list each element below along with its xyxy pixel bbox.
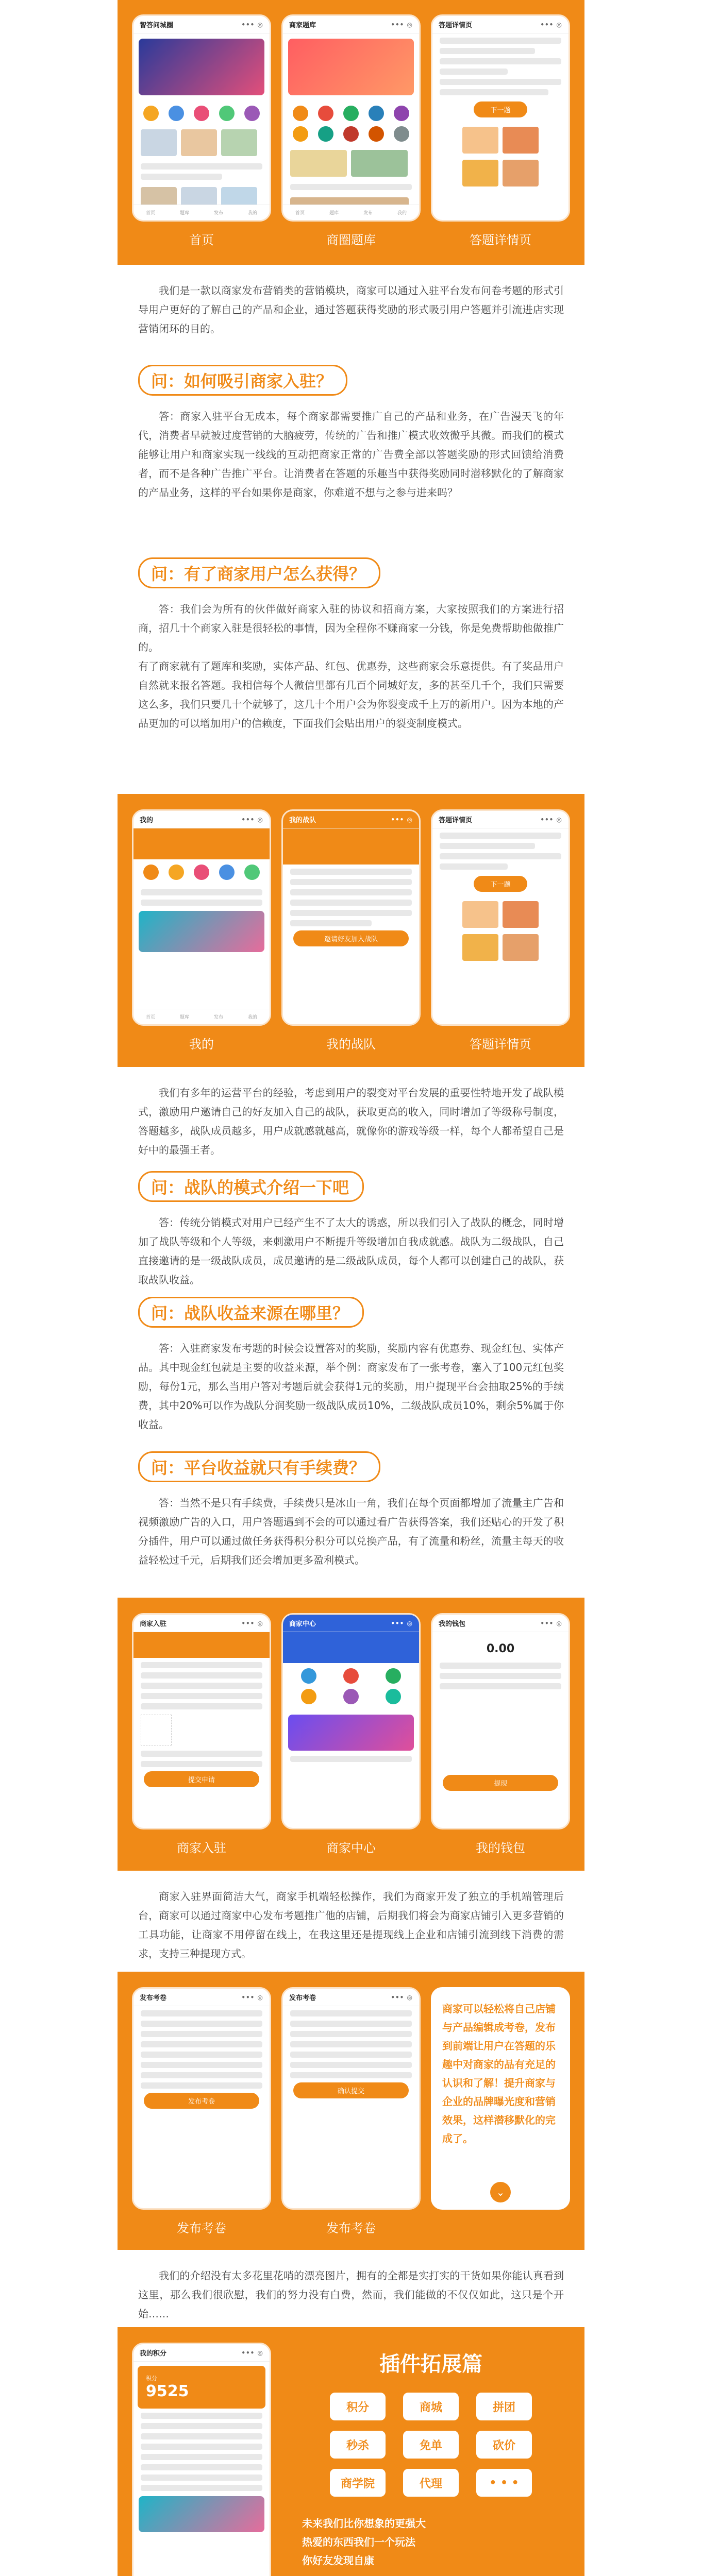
phone-wallet: 我的钱包 ••• ◎ 0.00 提现 bbox=[431, 1613, 570, 1829]
q4-title: 问：战队收益来源在哪里？ bbox=[138, 1297, 364, 1328]
phone-title: 商家中心 bbox=[289, 1620, 316, 1628]
phone-home bbox=[132, 14, 271, 222]
more-icon: ••• ◎ bbox=[241, 21, 263, 28]
q5-body: 答：当然不是只有手续费，手续费只是冰山一角，我们在每个页面都增加了流量主广告和视频激励广告的入口，用户答题遇到不会的可以通过看广告获得答案，我们还贴心的开发了积分插件，用户可以通过做任务获得积分积分可以兑换产品，有了流量和粉丝，流量主每天的收益轻松过千元，后期我们还会增加更多盈利模式。 bbox=[138, 1497, 564, 1566]
plugin-title: 插件拓展篇 bbox=[379, 2352, 482, 2376]
category-icons bbox=[133, 100, 270, 126]
points-value: 9525 bbox=[146, 2382, 189, 2400]
q3-body: 答：传统分销模式对用户已经产生不了太大的诱惑，所以我们引入了战队的概念，同时增加了战队等级和个人等级，来刺激用户不断提升等级增加自我成就感。战队为二级战队，自己直接邀请的是一级战队成员，成员邀请的是二级战队成员，每个人都可以创建自己的战队，获取战队收益。 bbox=[138, 1216, 564, 1286]
plugin-more[interactable]: • • • bbox=[476, 2469, 532, 2497]
phone-publish-2: 发布考卷 ••• ◎ 确认提交 bbox=[281, 1987, 421, 2210]
submit-button[interactable]: 确认提交 bbox=[293, 2082, 409, 2098]
closing-paragraph: 我们的介绍没有太多花里花哨的漂亮图片，拥有的全都是实打实的干货如果你能认真看到这里，那么我们很欣慰，我们的努力没有白费，然而，我们能做的不仅仅如此，这只是个开始…… bbox=[138, 2269, 564, 2320]
phone-points: 我的积分 ••• ◎ 积分 9525 bbox=[132, 2343, 271, 2576]
phone-title: 我的 bbox=[140, 817, 154, 824]
caption-my-team: 我的战队 bbox=[326, 1037, 376, 1052]
content-column bbox=[118, 0, 584, 2576]
tabbar[interactable]: 首页 题库 发布 我的 bbox=[283, 205, 419, 220]
intro-paragraph: 我们是一款以商家发布营销类的营销模块，商家可以通过入驻平台发布问卷考题的形式引导用户更好的了解自己的产品和企业，通过答题获得奖励的形式吸引用户答题并引流进店实现营销闭环的目的。 bbox=[138, 284, 564, 335]
publish-button[interactable]: 发布考卷 bbox=[144, 2093, 259, 2109]
q1-title: 问：如何吸引商家入驻？ bbox=[138, 365, 347, 396]
phone-answer-detail bbox=[431, 14, 570, 222]
home-banner bbox=[139, 39, 264, 95]
callout-text: 商家可以轻松将自己店铺与产品编辑成考卷，发布到前端让用户在答题的乐趣中对商家的品有充足的认识和了解！提升商家与企业的品牌曝光度和营销效果，这样潜移默化的完成了。 bbox=[442, 2003, 556, 2145]
phone-my-team: 我的战队 ••• ◎ 邀请好友加入战队 bbox=[281, 809, 421, 1026]
phone-merchant-center: 商家中心 ••• ◎ bbox=[281, 1613, 421, 1829]
caption-answer-detail-2: 答题详情页 bbox=[470, 1037, 531, 1052]
promo-line-3: 你好友发现自康 bbox=[302, 2554, 374, 2567]
plugin-points[interactable]: 积分 bbox=[330, 2393, 386, 2420]
plugin-free-order[interactable]: 免单 bbox=[403, 2431, 459, 2459]
q2-body-2: 有了商家就有了题库和奖励，实体产品、红包、优惠券，这些商家会乐意提供。有了奖品用户自然就来报名答题。我相信每个人微信里都有几百个同城好友，多的甚至几千个，我们只需要这么多，我们只要几十个就够了，这几十个用户会为你裂变成千上万的新用户。因为本地的产品更加的可以增加用户的信赖度，下面我们会贴出用户的裂变制度模式。 bbox=[138, 660, 564, 730]
plugin-academy[interactable]: 商学院 bbox=[330, 2469, 386, 2497]
next-button[interactable]: 下一题 bbox=[474, 101, 527, 117]
callout-card bbox=[431, 1987, 570, 2210]
next-button[interactable]: 下一题 bbox=[474, 876, 527, 892]
section-phones-3 bbox=[118, 1598, 584, 1871]
section-phones-1 bbox=[118, 0, 584, 265]
phone-answer-detail-2: 答题详情页 ••• ◎ 下一题 bbox=[431, 809, 570, 1026]
plugin-agent[interactable]: 代理 bbox=[403, 2469, 459, 2497]
phone-mine: 我的 ••• ◎ 首页 题库 发布 我的 bbox=[132, 809, 271, 1026]
bank-banner bbox=[288, 39, 414, 95]
promo-line-1: 未来我们比你想象的更强大 bbox=[302, 2517, 426, 2530]
plugin-bargain[interactable]: 砍价 bbox=[476, 2431, 532, 2459]
section-plugins bbox=[118, 2327, 584, 2576]
phone-title: 商家入驻 bbox=[140, 1620, 167, 1628]
caption-publish-1: 发布考卷 bbox=[177, 2221, 226, 2235]
caption-merchant-center: 商家中心 bbox=[326, 1841, 376, 1855]
phone-merchant-join: 商家入驻 ••• ◎ 提交申请 bbox=[132, 1613, 271, 1829]
tabbar[interactable]: 首页 题库 发布 我的 bbox=[133, 205, 270, 220]
phone-title: 发布考卷 bbox=[140, 1994, 167, 2002]
phone-title: 我的战队 bbox=[289, 817, 316, 824]
phone-title: 我的积分 bbox=[140, 2350, 167, 2358]
phone-title: 发布考卷 bbox=[289, 1994, 316, 2002]
submit-button[interactable]: 提交申请 bbox=[144, 1771, 259, 1787]
tabbar[interactable]: 首页 题库 发布 我的 bbox=[133, 1009, 270, 1024]
phone-title: 商家题库 bbox=[289, 22, 316, 29]
q4-body: 答：入驻商家发布考题的时候会设置答对的奖励，奖励内容有优惠券、现金红包、实体产品。其中现金红包就是主要的收益来源，举个例：商家发布了一张考卷，塞入了100元红包奖励，每份1元，那么当用户答对考题后就会获得1元的奖励，用户提现平台会抽取25%的手续费，其中20%可以作为战队分润奖励一级战队成员10%，二级战队成员10%，剩余5%属于你收益。 bbox=[138, 1342, 564, 1431]
q3-title: 问：战队的模式介绍一下吧 bbox=[138, 1171, 364, 1202]
caption-publish-2: 发布考卷 bbox=[326, 2221, 376, 2235]
caption-home: 首页 bbox=[189, 233, 214, 247]
merchant-paragraph: 商家入驻界面简洁大气，商家手机端轻松操作，我们为商家开发了独立的手机端管理后台，商家可以通过商家中心发布考题推广他的店铺，后期我们将会为商家店铺引入更多营销的工具功能，让商家不用停留在线上，在我这里还是提现线上企业和店铺引流到线下消费的需求，支持三种提现方式。 bbox=[138, 1890, 564, 1960]
q1-body: 答：商家入驻平台无成本，每个商家都需要推广自己的产品和业务，在广告漫天飞的年代，消费者早就被过度营销的大脑疲劳，传统的广告和推广模式收效微乎其微。而我们的模式能够让用户和商家实现一线线的互动把商家正常的广告费全部以答题奖励的形式回馈给消费者，而不是各种广告推广平台。让消费者在答题的乐趣当中获得奖励同时潜移默化的了解商家的产品业务，这样的平台如果你是商家，你难道不想与之参与进来吗？ bbox=[138, 410, 564, 499]
team-paragraph: 我们有多年的运营平台的经验，考虑到用户的裂变对平台发展的重要性特地开发了战队模式，激励用户邀请自己的好友加入自己的战队，获取更高的收入，同时增加了等级称号制度，答题越多，战队成员越多，用户成就感就越高，就像你的游戏等级一样，每个人都希望自己是好中的最强王者。 bbox=[138, 1087, 564, 1156]
withdraw-button[interactable]: 提现 bbox=[443, 1775, 558, 1791]
q2-title: 问：有了商家用户怎么获得？ bbox=[138, 557, 380, 588]
caption-question-bank: 商圈题库 bbox=[326, 233, 376, 247]
chevron-down-icon: ⌄ bbox=[490, 2182, 511, 2202]
promo-line-2: 热爱的东西我们一个玩法 bbox=[302, 2536, 415, 2548]
plugin-mall[interactable]: 商城 bbox=[403, 2393, 459, 2420]
caption-merchant-join: 商家入驻 bbox=[177, 1841, 226, 1855]
q5-title: 问：平台收益就只有手续费？ bbox=[138, 1451, 380, 1482]
caption-mine: 我的 bbox=[189, 1037, 214, 1052]
more-icon: ••• ◎ bbox=[391, 21, 413, 28]
plugin-group-buy[interactable]: 拼团 bbox=[476, 2393, 532, 2420]
phone-title: 智答问城圈 bbox=[140, 22, 174, 29]
phone-question-bank bbox=[281, 14, 421, 222]
plugin-flash-sale[interactable]: 秒杀 bbox=[330, 2431, 386, 2459]
phone-publish-1: 发布考卷 ••• ◎ 发布考卷 bbox=[132, 1987, 271, 2210]
q2-body-1: 答：我们会为所有的伙伴做好商家入驻的协议和招商方案，大家按照我们的方案进行招商，招几十个商家入驻是很轻松的事情，因为全程你不赚商家一分钱，你是免费帮助他做推广的。 bbox=[138, 603, 564, 653]
phone-title: 答题详情页 bbox=[439, 817, 473, 824]
caption-answer-detail: 答题详情页 bbox=[470, 233, 531, 247]
team-button[interactable]: 邀请好友加入战队 bbox=[293, 930, 409, 946]
more-icon: ••• ◎ bbox=[540, 21, 562, 28]
phone-title: 答题详情页 bbox=[439, 22, 473, 29]
plugin-grid bbox=[292, 2393, 570, 2497]
caption-wallet: 我的钱包 bbox=[476, 1841, 525, 1855]
section-phones-2 bbox=[118, 794, 584, 1067]
phone-title: 我的钱包 bbox=[439, 1620, 466, 1628]
section-phones-4 bbox=[118, 1972, 584, 2250]
